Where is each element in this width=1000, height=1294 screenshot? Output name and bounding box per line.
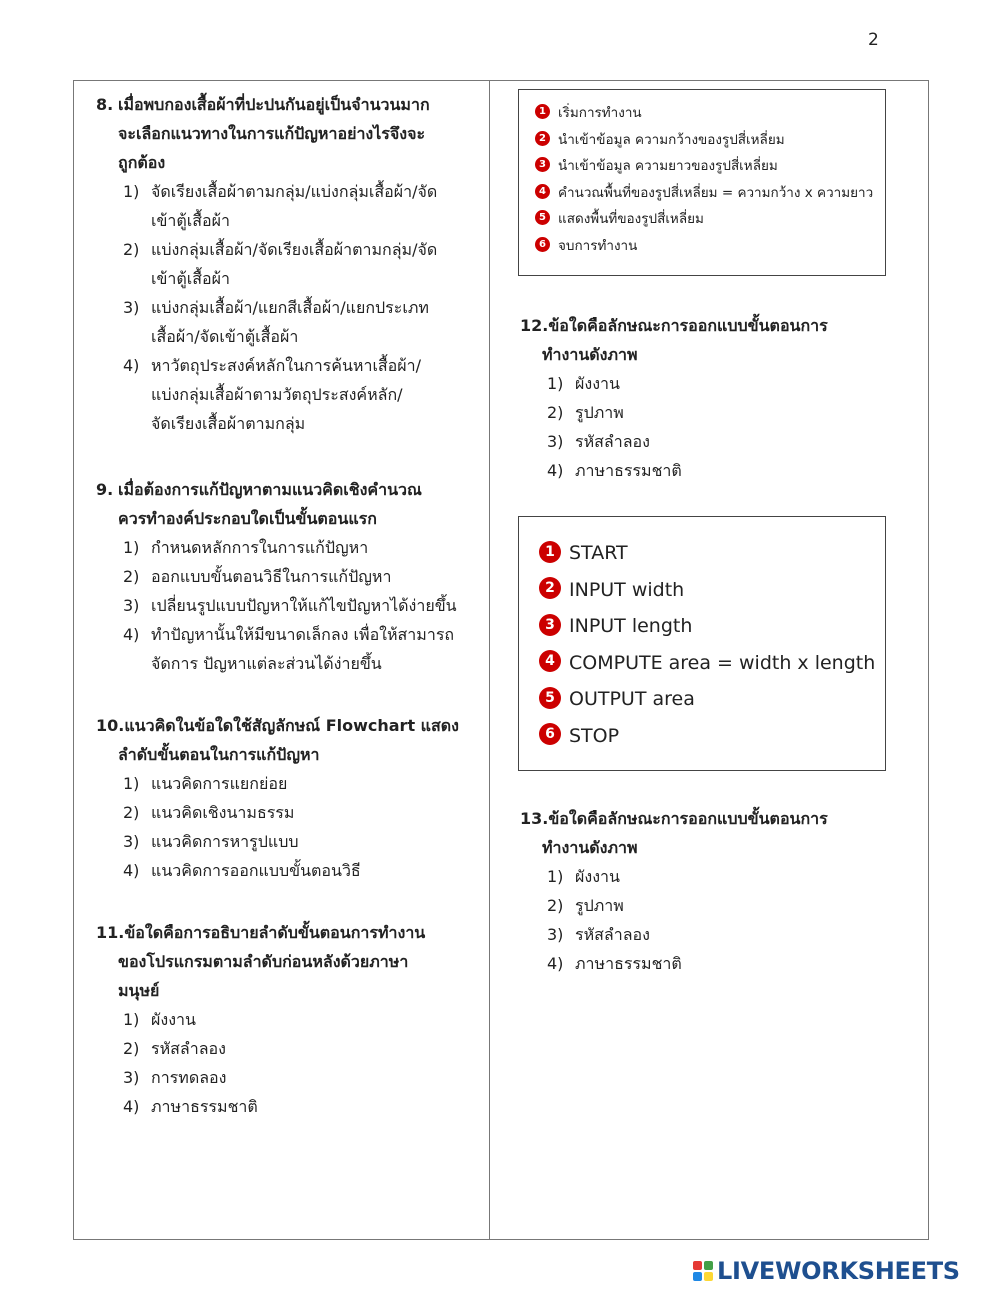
step-4 <box>539 645 885 682</box>
logo-block <box>704 1272 713 1281</box>
number-badge-3-icon: 3 <box>535 157 550 172</box>
number-badge-1-icon: 1 <box>539 541 561 563</box>
option-number: 3) <box>123 1068 140 1087</box>
pseudocode-steps-box <box>518 516 886 771</box>
logo-block <box>693 1272 702 1281</box>
option-2[interactable] <box>520 891 910 920</box>
option-1[interactable] <box>96 1005 486 1034</box>
title-line: ถูกต้อง <box>118 153 166 172</box>
option-number: 4) <box>123 356 140 375</box>
option-number: 3) <box>547 925 564 944</box>
option-2[interactable] <box>96 235 486 293</box>
step-1 <box>535 100 885 127</box>
logo-text: LIVEWORKSHEETS <box>717 1257 960 1285</box>
step-2 <box>535 127 885 154</box>
step-1 <box>539 535 885 572</box>
title-line: ลำดับขั้นตอนในการแก้ปัญหา <box>118 745 320 764</box>
option-text: แนวคิดการหารูปแบบ <box>151 832 299 851</box>
option-3[interactable] <box>520 920 910 949</box>
option-1[interactable] <box>96 177 486 235</box>
logo-blocks-icon <box>693 1261 713 1281</box>
question-title <box>520 311 910 369</box>
title-line: มนุษย์ <box>118 981 160 1000</box>
option-text: การทดลอง <box>151 1068 227 1087</box>
question-number: 13. <box>520 809 549 828</box>
option-text: รูปภาพ <box>575 896 624 915</box>
option-number: 3) <box>123 298 140 317</box>
number-badge-4-icon: 4 <box>539 650 561 672</box>
option-text: รหัสลำลอง <box>151 1039 226 1058</box>
option-3[interactable] <box>96 1063 486 1092</box>
step-2 <box>539 572 885 609</box>
question-title <box>96 711 486 769</box>
option-number: 4) <box>547 461 564 480</box>
step-text: นำเข้าข้อมูล ความยาวของรูปสี่เหลี่ยม <box>558 158 778 174</box>
question-11 <box>96 918 486 1121</box>
title-line: ข้อใดคือลักษณะการออกแบบขั้นตอนการ <box>548 316 828 335</box>
option-text: ออกแบบขั้นตอนวิธีในการแก้ปัญหา <box>151 567 392 586</box>
option-number: 2) <box>547 896 564 915</box>
option-number: 1) <box>123 538 140 557</box>
option-text: แบ่งกลุ่มเสื้อผ้าตามวัตถุประสงค์หลัก/ <box>151 385 403 404</box>
title-line: ของโปรแกรมตามลำดับก่อนหลังด้วยภาษา <box>118 952 409 971</box>
option-number: 4) <box>123 861 140 880</box>
option-number: 3) <box>547 432 564 451</box>
question-number: 8. <box>96 95 114 114</box>
option-number: 2) <box>123 240 140 259</box>
number-badge-4-icon: 4 <box>535 184 550 199</box>
option-2[interactable] <box>96 798 486 827</box>
option-number: 4) <box>123 1097 140 1116</box>
option-number: 2) <box>123 567 140 586</box>
option-text: เข้าตู้เสื้อผ้า <box>151 269 230 288</box>
option-number: 3) <box>123 832 140 851</box>
option-number: 2) <box>547 403 564 422</box>
option-2[interactable] <box>520 398 910 427</box>
step-text: STOP <box>569 724 620 747</box>
step-3 <box>539 608 885 645</box>
step-text: คำนวณพื้นที่ของรูปสี่เหลี่ยม = ความกว้าง x ความยาว <box>558 184 874 201</box>
step-text: START <box>569 542 628 564</box>
option-number: 2) <box>123 803 140 822</box>
question-title <box>96 918 486 1005</box>
title-line: เมื่อพบกองเสื้อผ้าที่ปะปนกันอยู่เป็นจำนวนมาก <box>118 95 430 114</box>
question-number: 11. <box>96 923 125 942</box>
option-text: รหัสลำลอง <box>575 432 650 451</box>
step-text: INPUT width <box>569 578 685 601</box>
number-badge-3-icon: 3 <box>539 614 561 636</box>
title-line: แนวคิดในข้อใดใช้สัญลักษณ์ Flowchart แสดง <box>124 716 459 735</box>
number-badge-2-icon: 2 <box>535 131 550 146</box>
step-4 <box>535 180 885 207</box>
question-title <box>96 475 486 533</box>
step-text: แสดงพื้นที่ของรูปสี่เหลี่ยม <box>558 211 704 227</box>
option-text: กำหนดหลักการในการแก้ปัญหา <box>151 538 369 557</box>
step-text: COMPUTE area = width x length <box>569 651 876 674</box>
option-text: ผังงาน <box>151 1010 196 1029</box>
question-title <box>96 90 486 177</box>
option-text: แนวคิดการแยกย่อย <box>151 774 288 793</box>
step-3 <box>535 153 885 180</box>
number-badge-1-icon: 1 <box>535 104 550 119</box>
option-4[interactable] <box>96 1092 486 1121</box>
option-text: แนวคิดเชิงนามธรรม <box>151 803 295 822</box>
option-1[interactable] <box>520 369 910 398</box>
number-badge-5-icon: 5 <box>535 210 550 225</box>
step-text: นำเข้าข้อมูล ความกว้างของรูปสี่เหลี่ยม <box>558 131 785 148</box>
question-number: 12. <box>520 316 549 335</box>
option-number: 1) <box>547 867 564 886</box>
option-number: 1) <box>123 1010 140 1029</box>
number-badge-5-icon: 5 <box>539 687 561 709</box>
column-divider <box>489 80 490 1240</box>
option-4[interactable] <box>96 620 486 678</box>
title-line: ทำงานดังภาพ <box>542 345 638 364</box>
option-1[interactable] <box>96 769 486 798</box>
title-line: ข้อใดคือลักษณะการออกแบบขั้นตอนการ <box>548 809 828 828</box>
title-line: จะเลือกแนวทางในการแก้ปัญหาอย่างไรจึงจะ <box>118 124 426 143</box>
step-text: จบการทำงาน <box>558 237 638 254</box>
option-text: แบ่งกลุ่มเสื้อผ้า/แยกสีเสื้อผ้า/แยกประเภท <box>151 298 429 317</box>
question-12 <box>520 311 910 485</box>
option-4[interactable] <box>96 351 486 438</box>
step-text: เริ่มการทำงาน <box>558 105 642 121</box>
option-text: เปลี่ยนรูปแบบปัญหาให้แก้ไขปัญหาได้ง่ายขึ้น <box>151 596 457 615</box>
option-number: 1) <box>123 774 140 793</box>
step-text: OUTPUT area <box>569 688 695 710</box>
question-title <box>520 804 910 862</box>
question-8 <box>96 90 486 438</box>
option-1[interactable] <box>96 533 486 562</box>
option-number: 1) <box>123 182 140 201</box>
option-text: แนวคิดการออกแบบขั้นตอนวิธี <box>151 861 361 880</box>
step-6 <box>539 718 885 755</box>
option-text: จัดการ ปัญหาแต่ละส่วนได้ง่ายขึ้น <box>151 654 382 673</box>
option-text: หาวัตถุประสงค์หลักในการค้นหาเสื้อผ้า/ <box>151 356 422 375</box>
option-3[interactable] <box>96 827 486 856</box>
option-3[interactable] <box>96 591 486 620</box>
option-4[interactable] <box>520 949 910 978</box>
number-badge-6-icon: 6 <box>539 723 561 745</box>
option-2[interactable] <box>96 1034 486 1063</box>
title-line: เมื่อต้องการแก้ปัญหาตามแนวคิดเชิงคำนวณ <box>118 480 422 499</box>
liveworksheets-logo[interactable] <box>693 1256 960 1286</box>
natural-language-steps-box <box>518 89 886 276</box>
option-text: ภาษาธรรมชาติ <box>575 954 682 973</box>
question-9 <box>96 475 486 678</box>
step-5 <box>539 681 885 718</box>
title-line: ควรทำองค์ประกอบใดเป็นขั้นตอนแรก <box>118 509 377 528</box>
option-3[interactable] <box>96 293 486 351</box>
number-badge-2-icon: 2 <box>539 577 561 599</box>
question-number: 10. <box>96 716 125 735</box>
option-text: แบ่งกลุ่มเสื้อผ้า/จัดเรียงเสื้อผ้าตามกลุ่ม/จัด <box>151 240 438 259</box>
option-1[interactable] <box>520 862 910 891</box>
option-number: 1) <box>547 374 564 393</box>
logo-block <box>693 1261 702 1270</box>
option-text: จัดเรียงเสื้อผ้าตามกลุ่ม/แบ่งกลุ่มเสื้อผ้า/จัด <box>151 182 438 201</box>
step-text: INPUT length <box>569 615 693 637</box>
step-5 <box>535 206 885 233</box>
option-text: รหัสลำลอง <box>575 925 650 944</box>
option-number: 4) <box>547 954 564 973</box>
option-text: ภาษาธรรมชาติ <box>575 461 682 480</box>
option-text: จัดเรียงเสื้อผ้าตามกลุ่ม <box>151 414 306 433</box>
option-4[interactable] <box>96 856 486 885</box>
option-number: 3) <box>123 596 140 615</box>
title-line: ทำงานดังภาพ <box>542 838 638 857</box>
option-number: 4) <box>123 625 140 644</box>
question-13 <box>520 804 910 978</box>
option-number: 2) <box>123 1039 140 1058</box>
option-text: ผังงาน <box>575 374 620 393</box>
option-text: รูปภาพ <box>575 403 624 422</box>
page-number: 2 <box>868 30 879 50</box>
option-text: ผังงาน <box>575 867 620 886</box>
step-6 <box>535 233 885 260</box>
option-4[interactable] <box>520 456 910 485</box>
option-text: เข้าตู้เสื้อผ้า <box>151 211 230 230</box>
question-number: 9. <box>96 480 114 499</box>
question-10 <box>96 711 486 885</box>
option-text: ภาษาธรรมชาติ <box>151 1097 258 1116</box>
number-badge-6-icon: 6 <box>535 237 550 252</box>
option-text: เสื้อผ้า/จัดเข้าตู้เสื้อผ้า <box>151 327 299 346</box>
option-3[interactable] <box>520 427 910 456</box>
logo-block <box>704 1261 713 1270</box>
title-line: ข้อใดคือการอธิบายลำดับขั้นตอนการทำงาน <box>124 923 426 942</box>
option-2[interactable] <box>96 562 486 591</box>
option-text: ทำปัญหานั้นให้มีขนาดเล็กลง เพื่อให้สามารถ <box>151 625 455 644</box>
